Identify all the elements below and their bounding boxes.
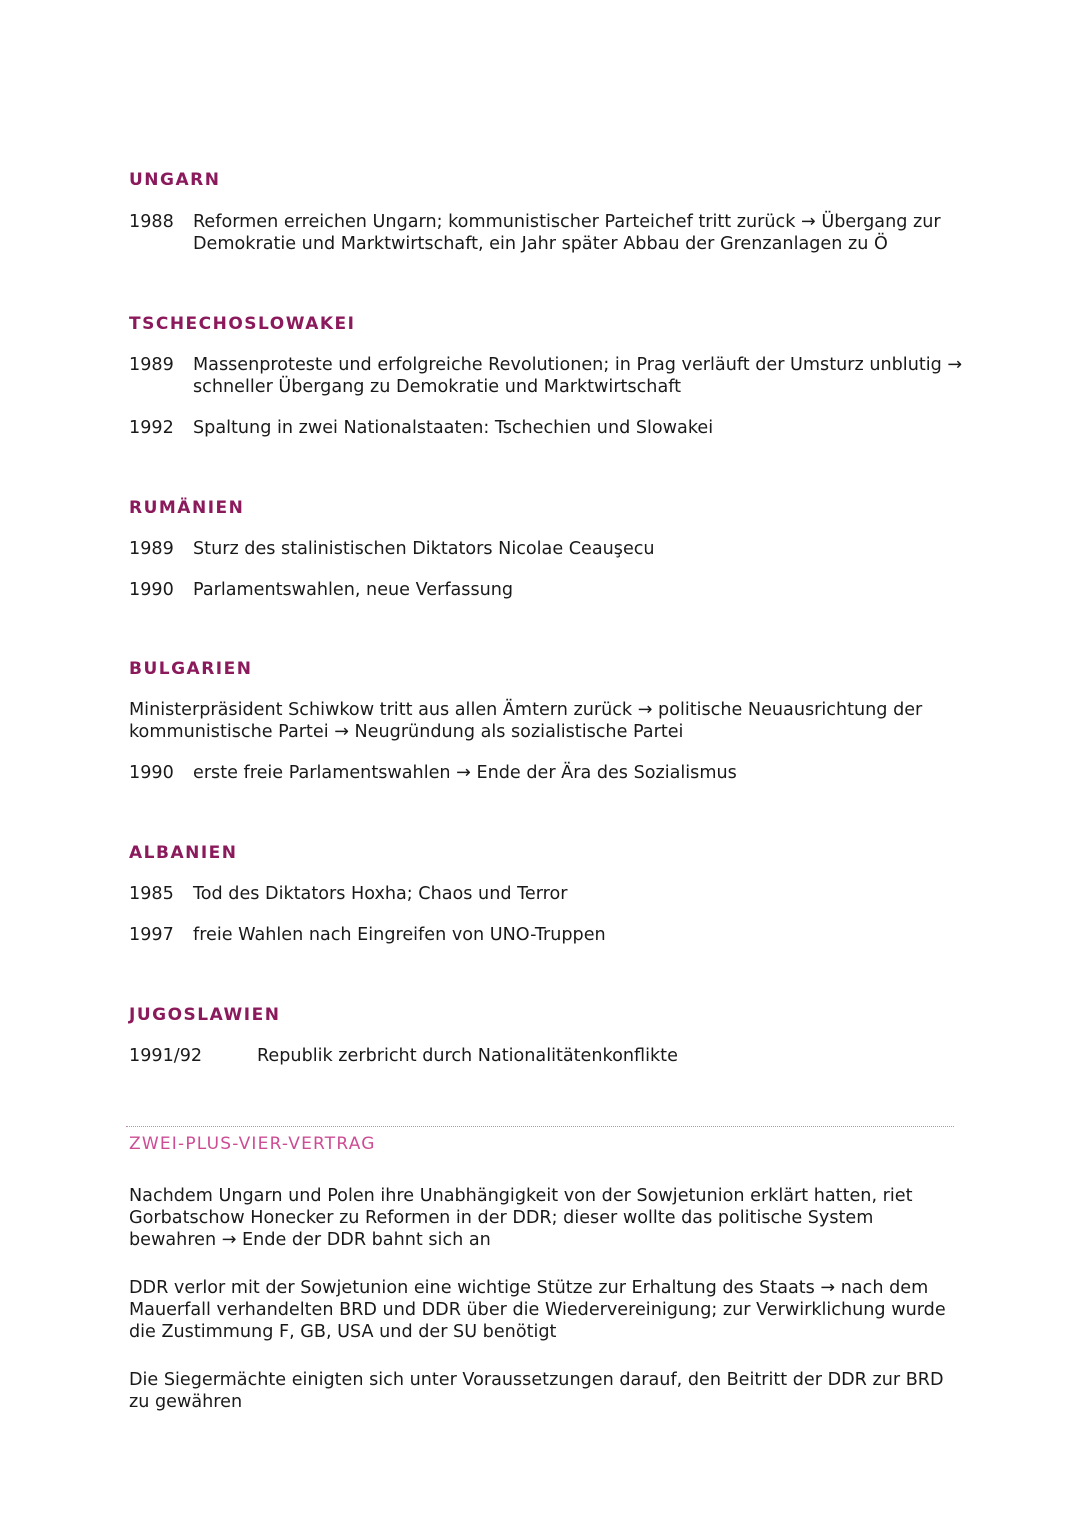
section-heading-bulgarien: BULGARIEN — [129, 659, 253, 679]
section-heading-albanien: ALBANIEN — [129, 843, 238, 863]
entry-year: 1985 — [129, 884, 174, 904]
entry-text: Reformen erreichen Ungarn; kommunistischer Parteichef tritt zurück → Übergang zur Demokratie und Marktwirtschaft, ein Jahr später Abbau der Grenzanlagen zu Ö — [193, 212, 941, 254]
entry-text: Parlamentswahlen, neue Verfassung — [193, 580, 514, 600]
entry-text: freie Wahlen nach Eingreifen von UNO-Truppen — [193, 925, 606, 945]
entry-year: 1990 — [129, 763, 174, 783]
section-heading-tschechoslowakei: TSCHECHOSLOWAKEI — [129, 314, 356, 334]
section-heading-ungarn: UNGARN — [129, 170, 221, 190]
entry-text: Tod des Diktators Hoxha; Chaos und Terror — [193, 884, 568, 904]
entry-text: Sturz des stalinistischen Diktators Nicolae Ceauşecu — [193, 539, 655, 559]
treaty-paragraph: Die Siegermächte einigten sich unter Voraussetzungen darauf, den Beitritt der DDR zur BRD zu gewähren — [129, 1370, 944, 1412]
entry-text: Massenproteste und erfolgreiche Revolutionen; in Prag verläuft der Umsturz unblutig → schneller Übergang zu Demokratie und Marktwirtschaft — [193, 355, 963, 397]
dotted-divider — [126, 1126, 954, 1127]
entry-year: 1988 — [129, 212, 174, 232]
section-intro: Ministerpräsident Schiwkow tritt aus allen Ämtern zurück → politische Neuausrichtung der kommunistische Partei → Neugründung als sozialistische Partei — [129, 700, 923, 742]
entry-year: 1989 — [129, 539, 174, 559]
entry-year: 1997 — [129, 925, 174, 945]
section-heading-rumaenien: RUMÄNIEN — [129, 498, 245, 518]
entry-text: erste freie Parlamentswahlen → Ende der Ära des Sozialismus — [193, 763, 737, 783]
section-heading-jugoslawien: JUGOSLAWIEN — [129, 1005, 281, 1025]
treaty-paragraph: Nachdem Ungarn und Polen ihre Unabhängigkeit von der Sowjetunion erklärt hatten, riet Gorbatschow Honecker zu Reformen in der DDR; dieser wollte das politische System bewahren → Ende der DDR bahnt sich an — [129, 1186, 913, 1250]
treaty-paragraph: DDR verlor mit der Sowjetunion eine wichtige Stütze zur Erhaltung des Staats → nach dem Mauerfall verhandelten BRD und DDR über die Wiedervereinigung; zur Verwirklichung wurde die Zustimmung F, GB, USA und der SU benötigt — [129, 1278, 946, 1342]
entry-text: Spaltung in zwei Nationalstaaten: Tschechien und Slowakei — [193, 418, 714, 438]
entry-year: 1991/92 — [129, 1046, 203, 1066]
entry-year: 1992 — [129, 418, 174, 438]
entry-year: 1990 — [129, 580, 174, 600]
entry-text: Republik zerbricht durch Nationalitätenkonflikte — [257, 1046, 678, 1066]
treaty-heading: ZWEI-PLUS-VIER-VERTRAG — [129, 1134, 376, 1154]
entry-year: 1989 — [129, 355, 174, 375]
